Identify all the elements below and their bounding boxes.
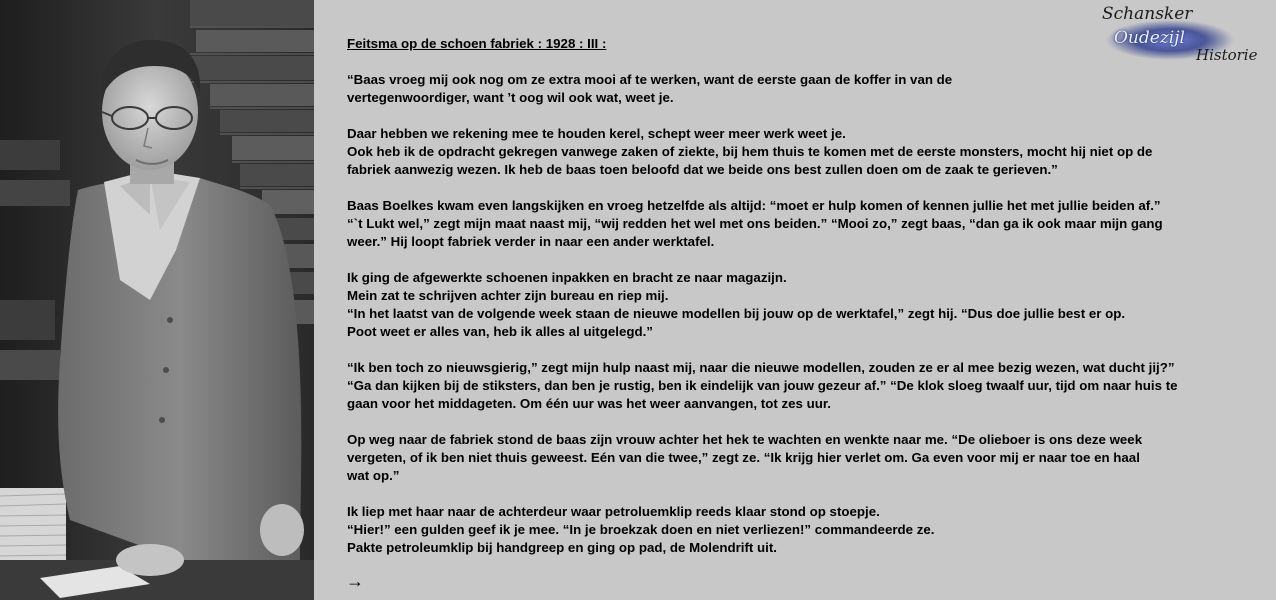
paragraph-4	[347, 269, 1272, 341]
portrait-photo	[0, 0, 314, 600]
next-page-link[interactable]	[346, 571, 364, 591]
text-line: Poot weet er alles van, heb ik alles al uitgelegd.”	[347, 324, 653, 339]
paragraph-3	[347, 197, 1272, 251]
text-line: “Ga dan kijken bij de stiksters, dan ben je rustig, ben ik eindelijk van jouw gezeur af.” “De klok sloeg twaalf uur, tijd om naar huis te	[347, 378, 1178, 393]
text-line: Mein zat te schrijven achter zijn bureau en riep mij.	[347, 288, 669, 303]
text-line: vergeten, of ik ben niet thuis geweest. Eén van die twee,” zegt ze. “Ik krijg hier verlet om. Ga even voor mij er naar toe en haal	[347, 450, 1140, 465]
logo-text-schansker: Schansker	[1102, 4, 1193, 24]
text-line: Pakte petroleumklip bij handgreep en ging op pad, de Molendrift uit.	[347, 540, 777, 555]
arrow-right-icon[interactable]: →	[346, 571, 364, 591]
text-line: “Hier!” een gulden geef ik je mee. “In je broekzak doen en niet verliezen!” commandeerde ze.	[347, 522, 935, 537]
article-title: Feitsma op de schoen fabriek : 1928 : III :	[347, 36, 607, 51]
text-line: Ik ging de afgewerkte schoenen inpakken en bracht ze naar magazijn.	[347, 270, 787, 285]
text-line: Daar hebben we rekening mee te houden kerel, schept weer meer werk weet je.	[347, 126, 846, 141]
text-line: “Ik ben toch zo nieuwsgierig,” zegt mijn hulp naast mij, naar die nieuwe modellen, zouden ze er al mee bezig wezen, wat ducht jij?”	[347, 360, 1175, 375]
text-line: vertegenwoordiger, want ’t oog wil ook wat, weet je.	[347, 90, 674, 105]
text-line: Ik liep met haar naar de achterdeur waar petroluemklip reeds klaar stond op stoepje.	[347, 504, 880, 519]
paragraph-6	[347, 431, 1272, 485]
text-line: wat op.”	[347, 468, 400, 483]
logo-text-historie: Historie	[1196, 46, 1258, 64]
text-line: gaan voor het middageten. Om één uur was het weer aanvangen, tot zes uur.	[347, 396, 831, 411]
article	[347, 35, 1272, 575]
paragraph-1	[347, 71, 1272, 107]
paragraph-2	[347, 125, 1272, 179]
logo-text-oudezijl: Oudezijl	[1114, 28, 1185, 48]
text-line: “In het laatst van de volgende week staan de nieuwe modellen bij jouw op de werktafel,” zegt hij. “Dus doe jullie best er op.	[347, 306, 1126, 321]
text-line: “Baas vroeg mij ook nog om ze extra mooi af te werken, want de eerste gaan de koffer in van de	[347, 72, 953, 87]
text-line: Op weg naar de fabriek stond de baas zijn vrouw achter het hek te wachten en wenkte naar me. “De olieboer is ons deze week	[347, 432, 1143, 447]
text-line: “`t Lukt wel,” zegt mijn maat naast mij, “wij redden het wel met ons beiden.” “Mooi zo,” zegt baas, “dan ga ik ook maar mijn gang	[347, 216, 1163, 231]
paragraph-7	[347, 503, 1272, 557]
text-line: Ook heb ik de opdracht gekregen vanwege zaken of ziekte, bij hem thuis te komen met de eerste monsters, mocht hij niet op de	[347, 144, 1153, 159]
text-line: fabriek aanwezig wezen. Ik heb de baas toen beloofd dat we beide ons best zullen doen om de zaak te gerieven.”	[347, 162, 1058, 177]
paragraph-5	[347, 359, 1272, 413]
text-line: Baas Boelkes kwam even langskijken en vroeg hetzelfde als altijd: “moet er hulp komen of kennen jullie het met jullie beiden af.”	[347, 198, 1161, 213]
portrait-photo-icon	[0, 0, 314, 600]
text-line: weer.” Hij loopt fabriek verder in naar een ander werktafel.	[347, 234, 715, 249]
